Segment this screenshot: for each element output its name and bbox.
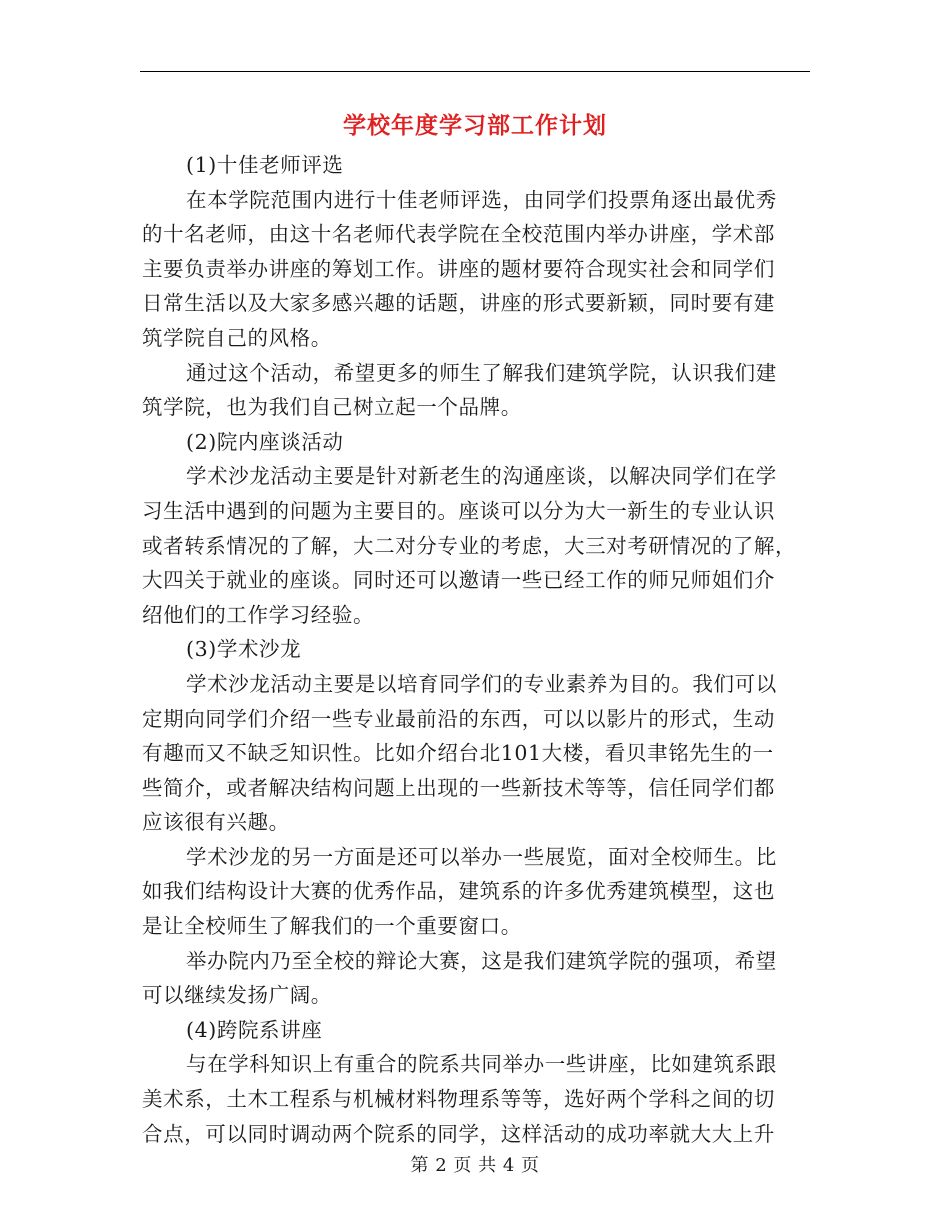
section-heading: (3)学术沙龙 — [186, 637, 302, 662]
paragraph-line: 或者转系情况的了解，大二对分专业的考虑，大三对考研情况的了解， — [142, 533, 797, 558]
page-footer: 第 2 页 共 4 页 — [410, 1155, 540, 1176]
paragraph-line: 学术沙龙活动主要是针对新老生的沟通座谈，以解决同学们在学 — [186, 464, 777, 489]
paragraph-line: 在本学院范围内进行十佳老师评选，由同学们投票角逐出最优秀 — [186, 187, 777, 212]
paragraph-line: 是让全校师生了解我们的一个重要窗口。 — [142, 914, 522, 939]
paragraph-line: 有趣而又不缺乏知识性。比如介绍台北101大楼，看贝聿铭先生的一 — [142, 741, 774, 766]
paragraph-line: 筑学院自己的风格。 — [142, 325, 332, 350]
paragraph-line: 定期向同学们介绍一些专业最前沿的东西，可以以影片的形式，生动 — [142, 706, 775, 731]
paragraph-line: 大四关于就业的座谈。同时还可以邀请一些已经工作的师兄师姐们介 — [142, 568, 775, 593]
paragraph-line: 日常生活以及大家多感兴趣的话题，讲座的形式要新颖，同时要有建 — [142, 291, 775, 316]
paragraph-line: 应该很有兴趣。 — [142, 810, 290, 835]
section-heading: (1)十佳老师评选 — [186, 153, 344, 177]
paragraph-line: 学术沙龙活动主要是以培育同学们的专业素养为目的。我们可以 — [186, 671, 777, 696]
paragraph-line: 绍他们的工作学习经验。 — [142, 602, 375, 627]
paragraph-line: 通过这个活动，希望更多的师生了解我们建筑学院，认识我们建 — [186, 360, 777, 385]
paragraph-line: 筑学院，也为我们自己树立起一个品牌。 — [142, 395, 522, 420]
paragraph-line: 些简介，或者解决结构问题上出现的一些新技术等等，信任同学们都 — [142, 775, 775, 800]
paragraph-line: 举办院内乃至全校的辩论大赛，这是我们建筑学院的强项，希望 — [186, 948, 777, 973]
page-title: 学校年度学习部工作计划 — [343, 113, 607, 139]
paragraph-line: 与在学科知识上有重合的院系共同举办一些讲座，比如建筑系跟 — [186, 1052, 777, 1077]
section-heading: (4)跨院系讲座 — [186, 1017, 323, 1042]
document-body — [142, 148, 802, 1151]
paragraph-line: 合点，可以同时调动两个院系的同学，这样活动的成功率就大大上升 — [142, 1121, 775, 1146]
paragraph-line: 美术系，土木工程系与机械材料物理系等等，选好两个学科之间的切 — [142, 1087, 775, 1112]
section-heading: (2)院内座谈活动 — [186, 429, 344, 454]
header-divider — [140, 71, 810, 72]
paragraph-line: 如我们结构设计大赛的优秀作品，建筑系的许多优秀建筑模型，这也 — [142, 879, 775, 904]
paragraph-line: 学术沙龙的另一方面是还可以举办一些展览，面对全校师生。比 — [186, 844, 777, 869]
paragraph-line: 主要负责举办讲座的筹划工作。讲座的题材要符合现实社会和同学们 — [142, 256, 775, 281]
paragraph-line: 的十名老师，由这十名老师代表学院在全校范围内举办讲座，学术部 — [142, 222, 775, 247]
paragraph-line: 习生活中遇到的问题为主要目的。座谈可以分为大一新生的专业认识 — [142, 498, 775, 523]
paragraph-line: 可以继续发扬广阔。 — [142, 983, 332, 1008]
